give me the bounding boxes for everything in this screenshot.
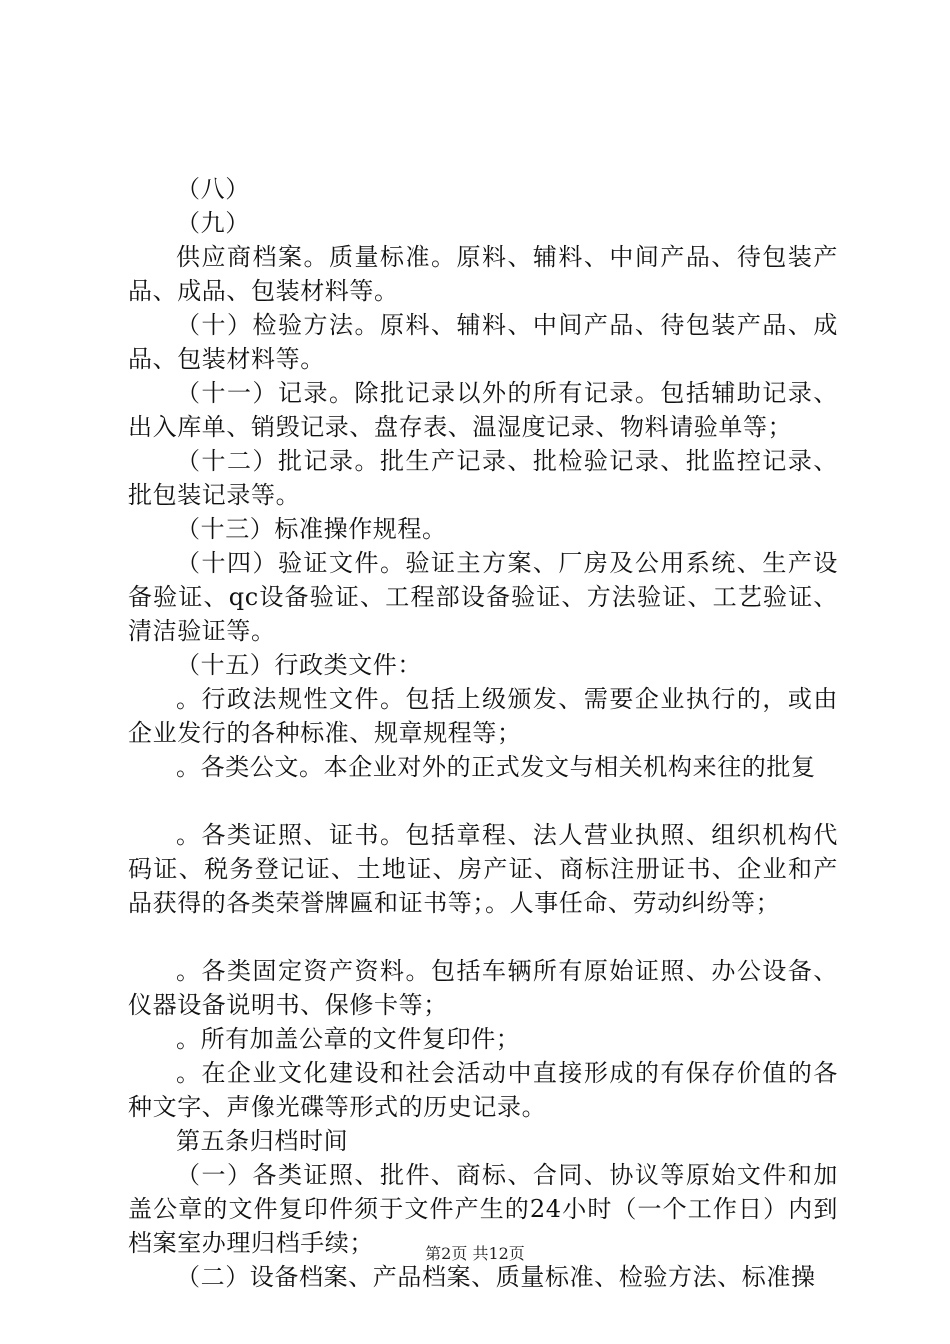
paragraph-15-administrative-documents: （十五）行政类文件： bbox=[176, 651, 422, 679]
paragraph-regulatory-documents: 。行政法规性文件。包括上级颁发、需要企业执行的，或由企业发行的各种标准、规章规程等； bbox=[128, 685, 838, 747]
paragraph-official-documents: 。各类公文。本企业对外的正式发文与相关机构来往的批复 bbox=[176, 753, 816, 781]
page-number-footer: 第2页 共12页 bbox=[425, 1244, 525, 1263]
paragraph-12-batch-records: （十二）批记录。批生产记录、批检验记录、批监控记录、批包装记录等。 bbox=[128, 447, 838, 509]
paragraph-fixed-assets: 。各类固定资产资料。包括车辆所有原始证照、办公设备、仪器设备说明书、保修卡等； bbox=[128, 957, 838, 1019]
paragraph-8: （八） bbox=[176, 175, 250, 203]
paragraph-supplier-archive: 供应商档案。质量标准。原料、辅料、中间产品、待包装产品、成品、包装材料等。 bbox=[128, 243, 838, 305]
paragraph-spacer bbox=[128, 784, 838, 818]
paragraph-filing-time-2: （二）设备档案、产品档案、质量标准、检验方法、标准操 bbox=[176, 1263, 816, 1291]
paragraph-9: （九） bbox=[176, 209, 250, 237]
paragraph-sealed-copies: 。所有加盖公章的文件复印件； bbox=[176, 1025, 521, 1053]
paragraph-filing-time-1: （一）各类证照、批件、商标、合同、协议等原始文件和加盖公章的文件复印件须于文件产生的24小时（一个工作日）内到档案室办理归档手续； bbox=[128, 1161, 838, 1257]
paragraph-11-records: （十一）记录。除批记录以外的所有记录。包括辅助记录、出入库单、销毁记录、盘存表、温湿度记录、物料请验单等； bbox=[128, 379, 838, 441]
document-body bbox=[128, 172, 838, 1294]
paragraph-13-sop: （十三）标准操作规程。 bbox=[176, 515, 447, 543]
section-heading-article-5: 第五条归档时间 bbox=[176, 1127, 349, 1155]
paragraph-14-validation-documents: （十四）验证文件。验证主方案、厂房及公用系统、生产设备验证、qc设备验证、工程部设备验证、方法验证、工艺验证、清洁验证等。 bbox=[128, 549, 838, 645]
paragraph-10-inspection-methods: （十）检验方法。原料、辅料、中间产品、待包装产品、成品、包装材料等。 bbox=[128, 311, 838, 373]
paragraph-spacer bbox=[128, 920, 838, 954]
paragraph-historical-records: 。在企业文化建设和社会活动中直接形成的有保存价值的各种文字、声像光碟等形式的历史记录。 bbox=[128, 1059, 838, 1121]
paragraph-certificates: 。各类证照、证书。包括章程、法人营业执照、组织机构代码证、税务登记证、土地证、房产证、商标注册证书、企业和产品获得的各类荣誉牌匾和证书等；。人事任命、劳动纠纷等； bbox=[128, 821, 838, 917]
